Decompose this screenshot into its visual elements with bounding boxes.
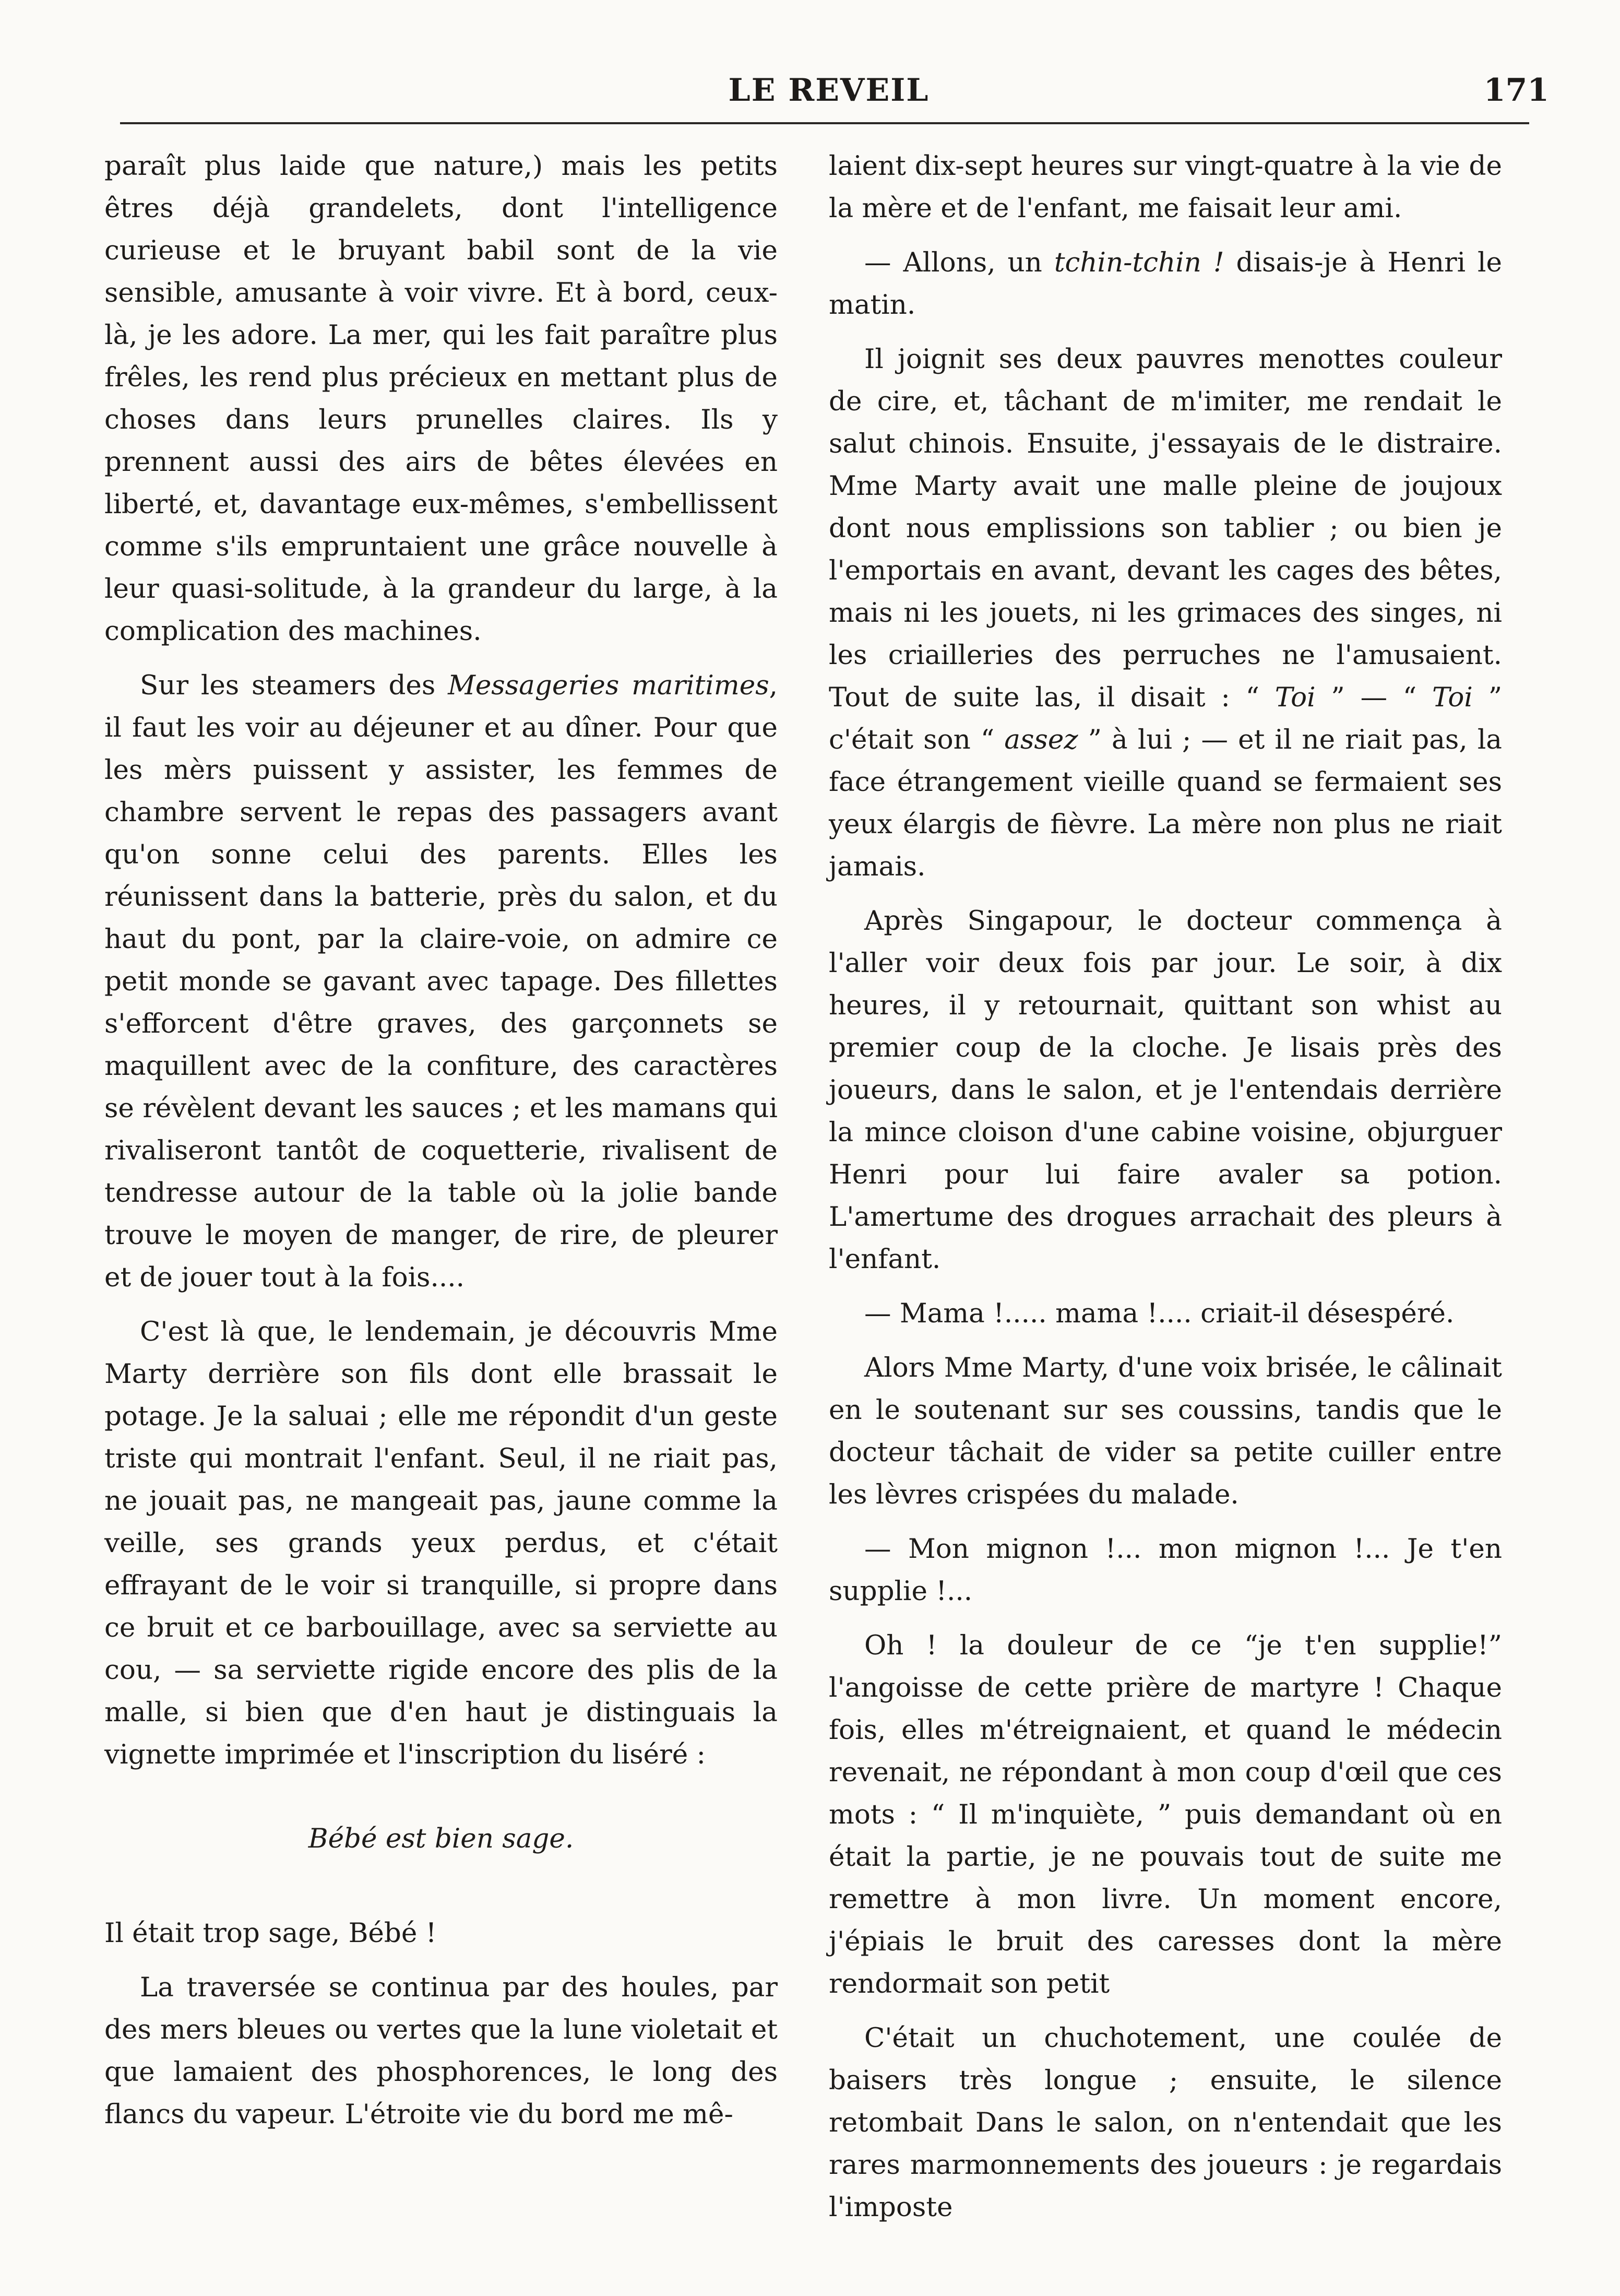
section-heading: Bébé est bien sage. [308, 1823, 574, 1854]
paragraph [829, 242, 1502, 326]
italic-word: Toi [1432, 682, 1473, 713]
italic-title: Messageries maritimes [448, 670, 769, 701]
paragraph: Oh ! la douleur de ce “je t'en supplie!” l'angoisse de cette prière de martyre ! Chaque fois, elles m'étreignaient, et quand le médecin revenait, ne répondant à mon coup d'œil que ces mots : “ Il m'inquiète, ” puis demandant où en était la partie, je ne pouvais tout de suite me remettre à mon livre. Un moment encore, j'épiais le bruit des caresses dont la mère rendormait son petit [829, 1630, 1502, 1999]
paragraph: C'était un chuchotement, une coulée de baisers très longue ; ensuite, le silence retombait Dans le salon, on n'entendait que les rares marmonnements des joueurs : je regardais l'imposte [829, 2022, 1502, 2223]
text-run: — Allons, un [864, 247, 1054, 278]
italic-word: Toi [1274, 682, 1316, 713]
italic-word: assez [1004, 724, 1078, 755]
paragraph: — Mon mignon !... mon mignon !... Je t'en supplie !... [829, 1533, 1502, 1607]
text-run: ” — “ [1315, 682, 1433, 713]
paragraph [104, 665, 778, 1299]
paragraph: Après Singapour, le docteur commença à l'aller voir deux fois par jour. Le soir, à dix heures, il y retournait, quittant son whist au premier coup de la cloche. Je lisais près des joueurs, dans le salon, et je l'entendais derrière la mince cloison d'une cabine voisine, objurguer Henri pour lui faire avaler sa potion. L'amertume des drogues arrachait des pleurs à l'enfant. [829, 905, 1502, 1275]
paragraph: laient dix-sept heures sur vingt-quatre à la vie de la mère et de l'enfant, me faisait leur ami. [829, 150, 1502, 224]
paragraph: paraît plus laide que nature,) mais les petits êtres déjà grandelets, dont l'intelligence curieuse et le bruyant babil sont de la vie sensible, amusante à voir vivre. Et à bord, ceux-là, je les adore. La mer, qui les fait paraître plus frêles, les rend plus précieux en mettant plus de choses dans leurs prunelles claires. Ils y prennent aussi des airs de bêtes élevées en liberté, et, davantage eux-mêmes, s'embellissent comme s'ils empruntaient une grâce nouvelle à leur quasi-solitude, à la grandeur du large, à la complication des machines. [104, 150, 778, 647]
text-run: Il joignit ses deux pauvres menottes couleur de cire, et, tâchant de m'imiter, me rendait le salut chinois. Ensuite, j'essayais de le distraire. Mme Marty avait une malle pleine de joujoux dont nous emplissions son tablier ; ou bien je l'emportais en avant, devant les cages des bêtes, mais ni les jouets, ni les grimaces des singes, ni les criailleries des perruches ne l'amusaient. Tout de suite las, il disait : “ [829, 344, 1502, 713]
right-column [829, 145, 1502, 2241]
page-header [109, 72, 1549, 114]
text-run: ” c'était son “ [829, 682, 1503, 755]
paragraph [829, 338, 1502, 888]
header-rule [120, 122, 1529, 124]
text-run: , il faut les voir au déjeuner et au dîner. Pour que les mèrs puissent y assister, les femmes de chambre servent le repas des passagers avant qu'on sonne celui des parents. Elles les réunissent dans la batterie, près du salon, et du haut du pont, par la claire-voie, on admire ce petit monde se gavant avec tapage. Des fillettes s'efforcent d'être graves, des garçonnets se maquillent avec de la confiture, des caractères se révèlent devant les sauces ; et les mamans qui rivaliseront tantôt de coquetterie, rivalisent de tendresse autour de la table où la jolie bande trouve le moyen de manger, de rire, de pleurer et de jouer tout à la fois.... [104, 670, 778, 1293]
text-run: disais-je à Henri le matin. [829, 247, 1502, 321]
running-title: LE REVEIL [728, 72, 930, 109]
paragraph: C'est là que, le lendemain, je découvris Mme Marty derrière son fils dont elle brassait le potage. Je la saluai ; elle me répondit d'un geste triste qui montrait l'enfant. Seul, il ne riait pas, ne jouait pas, ne mangeait pas, jaune comme la veille, ses grands yeux perdus, et c'était effrayant de le voir si tranquille, si propre dans ce bruit et ce barbouillage, avec sa serviette au cou, — sa serviette rigide encore des plis de la malle, si bien que d'en haut je distinguais la vignette imprimée et l'inscription du liséré : [104, 1316, 778, 1770]
left-column [104, 145, 778, 2148]
paragraph: Il était trop sage, Bébé ! [104, 1918, 437, 1949]
paragraph: Alors Mme Marty, d'une voix brisée, le câlinait en le soutenant sur ses coussins, tandis que le docteur tâchait de vider sa petite cuiller entre les lèvres crispées du malade. [829, 1352, 1502, 1510]
italic-phrase: tchin-tchin ! [1054, 247, 1224, 278]
paragraph: La traversée se continua par des houles, par des mers bleues ou vertes que la lune violetait et que lamaient des phosphorences, le long des flancs du vapeur. L'étroite vie du bord me mê- [104, 1972, 778, 2130]
text-run: Sur les steamers des [140, 670, 448, 701]
page-number: 171 [1483, 72, 1549, 109]
paragraph: — Mama !..... mama !.... criait-il désespéré. [864, 1298, 1455, 1329]
text-run: ” à lui ; — et il ne riait pas, la face étrangement vieille quand se fermaient ses yeux élargis de fièvre. La mère non plus ne riait jamais. [829, 724, 1502, 882]
